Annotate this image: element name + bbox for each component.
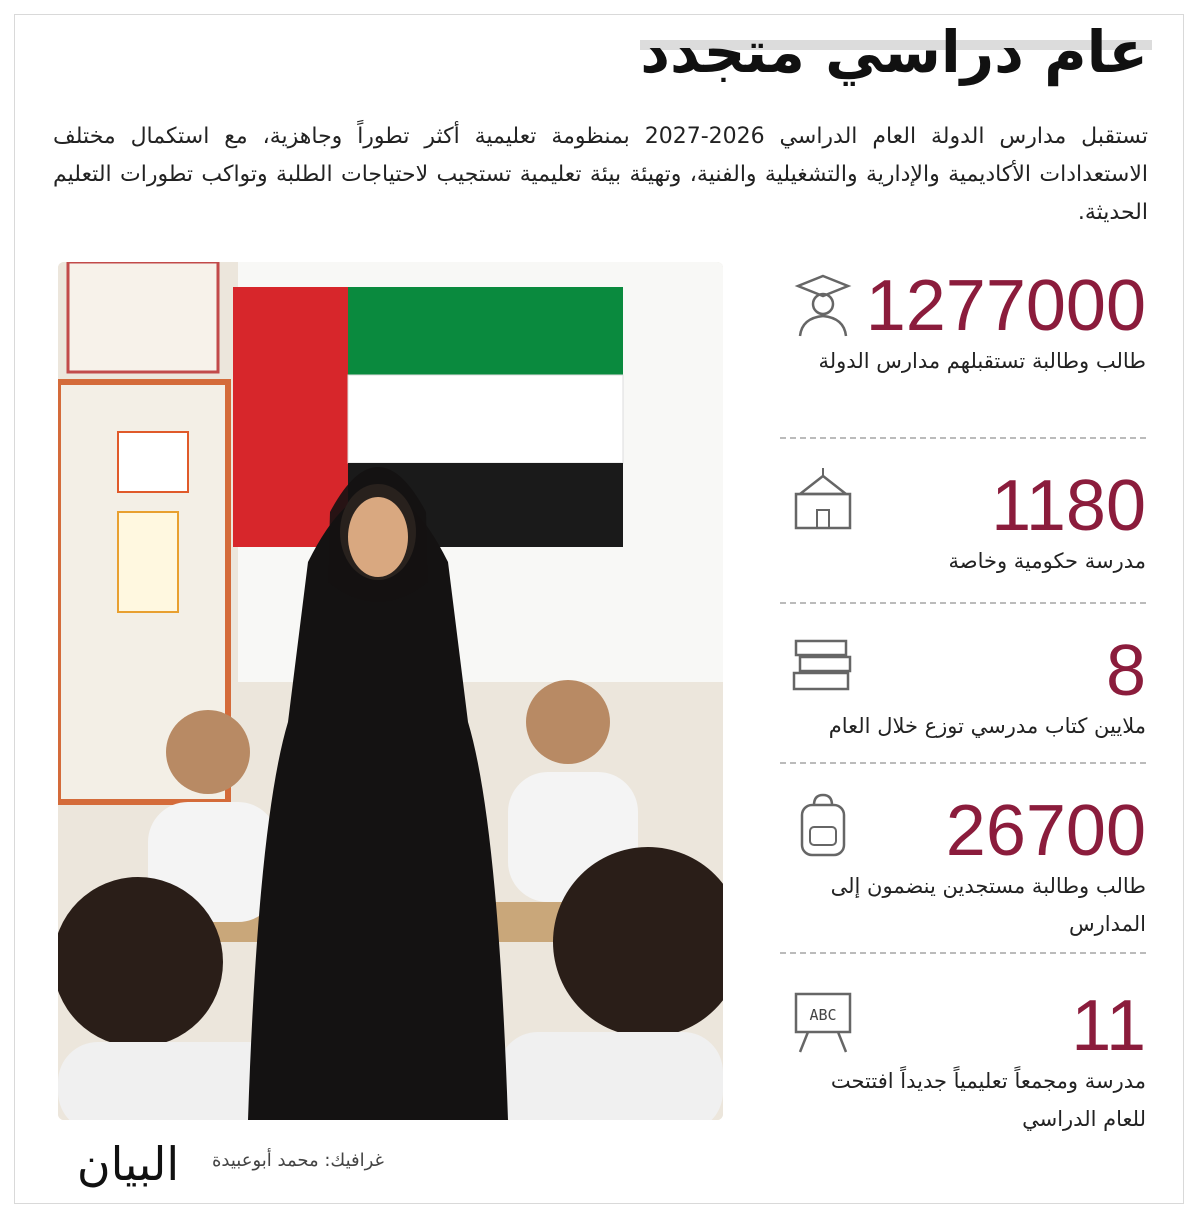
stat-label: ملايين كتاب مدرسي توزع خلال العام bbox=[828, 714, 1146, 738]
classroom-photo bbox=[58, 262, 723, 1120]
abc-board-icon bbox=[788, 986, 858, 1056]
intro-paragraph: تستقبل مدارس الدولة العام الدراسي 2026-2027 بمنظومة تعليمية أكثر تطوراً وجاهزية، مع استكمال مختلف الاستعدادات الأكاديمية والإدارية والتشغيلية والفنية، وتهيئة بيئة تعليمية تستجيب لاحتياجات الطلبة وتواكب تطورات التعليم الحديثة. bbox=[53, 124, 1148, 225]
page-title: عام دراسي متجدد bbox=[640, 18, 1148, 86]
stat-label: طالب وطالبة تستقبلهم مدارس الدولة bbox=[818, 349, 1146, 373]
stat-label: مدرسة حكومية وخاصة bbox=[948, 549, 1146, 573]
logo-text: البيان bbox=[76, 1137, 180, 1191]
divider bbox=[780, 952, 1146, 954]
divider bbox=[780, 762, 1146, 764]
stat-label: مدرسة ومجمعاً تعليمياً جديداً افتتحت للعام الدراسي bbox=[830, 1069, 1146, 1131]
stat-value: 1277000 bbox=[865, 266, 1146, 346]
school-building-icon bbox=[788, 466, 858, 536]
graduate-icon bbox=[788, 270, 858, 340]
backpack-icon bbox=[788, 791, 858, 861]
divider bbox=[780, 437, 1146, 439]
stat-label: طالب وطالبة مستجدين ينضمون إلى المدارس bbox=[830, 874, 1146, 936]
books-icon bbox=[788, 631, 858, 701]
stat-value: 8 bbox=[1105, 631, 1146, 711]
stat-value: 26700 bbox=[945, 791, 1146, 871]
abc-text: ABC bbox=[809, 1006, 837, 1024]
albayan-logo bbox=[58, 1128, 198, 1198]
graphic-credit: غرافيك: محمد أبوعبيدة bbox=[212, 1150, 384, 1171]
stats-panel bbox=[780, 262, 1150, 1142]
divider bbox=[780, 602, 1146, 604]
stat-value: 11 bbox=[1071, 986, 1146, 1066]
stat-value: 1180 bbox=[991, 466, 1146, 546]
